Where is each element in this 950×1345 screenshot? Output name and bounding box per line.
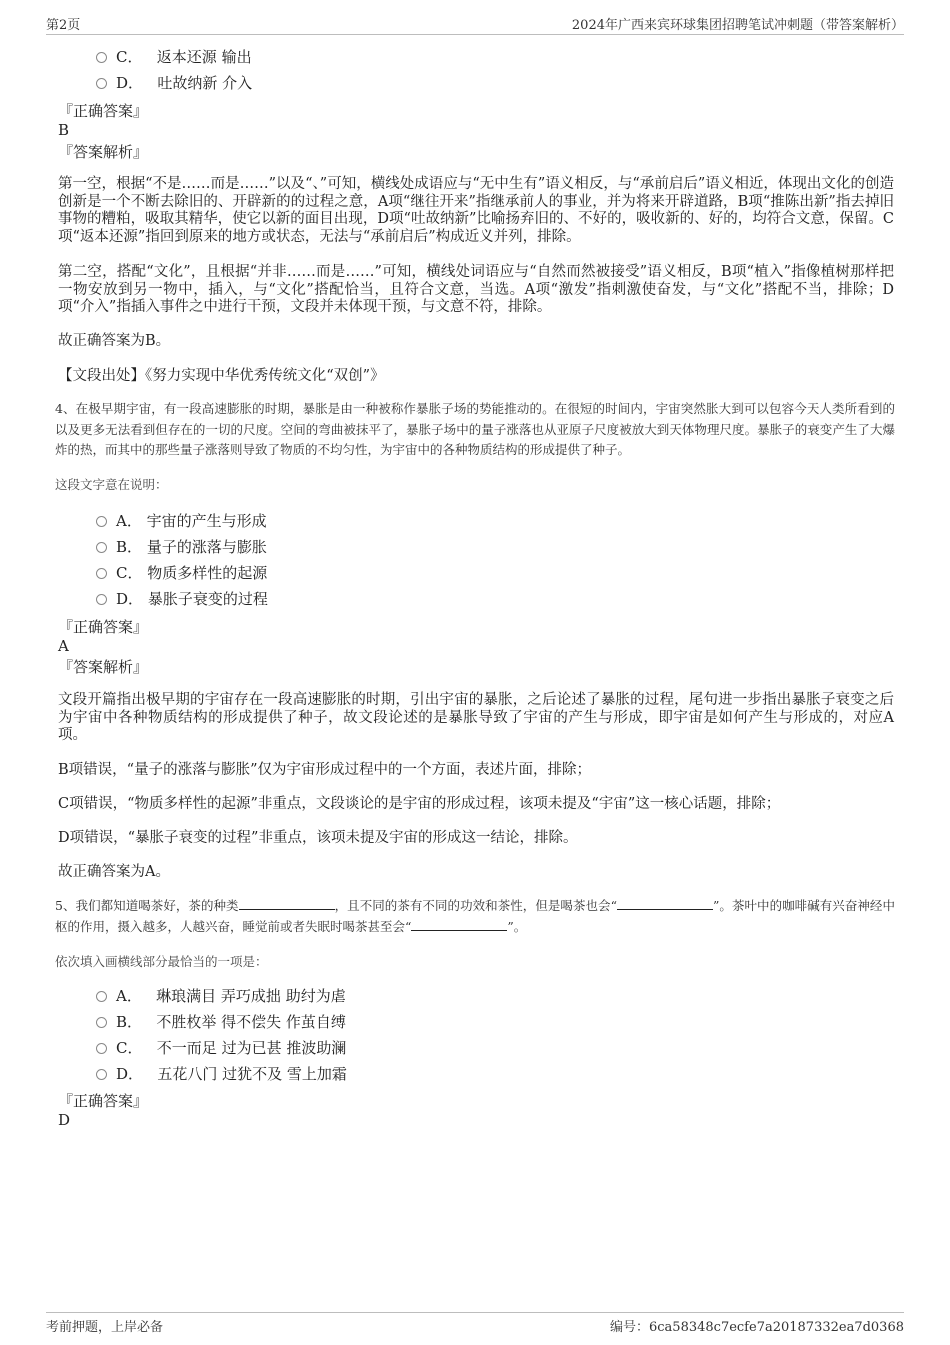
q4-prompt: 这段文字意在说明： [55,477,168,492]
document-code: 编号：6ca58348c7ecfe7a20187332ea7d0368 [610,1320,904,1335]
page-header [46,12,904,35]
q5-question: 5、我们都知道喝茶好，茶的种类 ，且不同的茶有不同的功效和茶性，但是喝茶也会“ ”。茶叶中的咖啡碱有兴奋神经中枢的作用，摄入越多，人越兴奋，睡觉前或者失眠时喝茶甚至会“ ”。 [55,898,895,934]
q5-option-d[interactable]: D． 五花八门 过犹不及 雪上加霜 [96,1064,347,1084]
radio-icon[interactable] [96,1069,107,1080]
q5-answer-label: 『正确答案』 [58,1092,149,1110]
blank-2 [617,897,713,910]
q4-answer: A [58,637,69,655]
blank-3 [411,918,507,931]
q3-answer: B [58,121,70,139]
q4-option-c[interactable]: C． 物质多样性的起源 [96,563,267,583]
q5-prompt: 依次填入画横线部分最恰当的一项是： [55,954,268,969]
q4-answer-label: 『正确答案』 [58,618,149,636]
radio-icon[interactable] [96,568,107,579]
q3-analysis-label: 『答案解析』 [58,143,149,161]
q4-option-b[interactable]: B． 量子的涨落与膨胀 [96,537,267,557]
q3-analysis-para-2: 第二空，搭配“文化”，且根据“并非……而是……”可知，横线处词语应与“自然而然被接受”语义相反，B项“植入”指像植树那样把一物安放到另一物中，插入，与“文化”搭配恰当，且符合文意，当选。A项“激发”指刺激使奋发，与“文化”搭配不当，排除；D项“介入”指插入事件之中进行干预，文段并未体现干预，与文意不符，排除。 [58,264,894,315]
footer-slogan: 考前押题，上岸必备 [46,1320,164,1335]
q5-answer: D [58,1111,71,1129]
radio-icon[interactable] [96,516,107,527]
document-title: 2024年广西来宾环球集团招聘笔试冲刺题（带答案解析） [571,18,904,33]
q3-conclusion: 故正确答案为B。 [58,333,171,349]
page-footer [46,1312,904,1337]
q4-analysis-label: 『答案解析』 [58,658,149,676]
radio-icon[interactable] [96,542,107,553]
q3-option-d[interactable]: D． 吐故纳新 介入 [96,73,252,93]
radio-icon[interactable] [96,1043,107,1054]
page-number: 第2页 [46,18,81,33]
q5-option-c[interactable]: C． 不一而足 过为已甚 推波助澜 [96,1038,346,1058]
blank-1 [239,897,335,910]
q3-analysis-para-1: 第一空，根据“不是……而是……”以及“、”可知，横线处成语应与“无中生有”语义相反，与“承前启后”语义相近，体现出文化的创造创新是一个不断去除旧的、开辟新的的过程之意，A项“继往开来”指继承前人的事业，并为将来开辟道路，B项“推陈出新”指去掉旧事物的糟粕，吸取其精华，使它以新的面目出现，D项“吐故纳新”比喻扬弃旧的、不好的，吸收新的、好的，均符合文意，保留。C项“返本还源”指回到原来的地方或状态，无法与“承前启后”构成近义并列，排除。 [58,176,894,245]
q3-answer-label: 『正确答案』 [58,102,149,120]
q4-analysis-para-1: 文段开篇指出极早期的宇宙存在一段高速膨胀的时期，引出宇宙的暴胀，之后论述了暴胀的过程，尾句进一步指出暴胀子衰变之后为宇宙中各种物质结构的形成提供了种子，故文段论述的是暴胀导致了宇宙的产生与形成，即宇宙是如何产生与形成的，对应A项。 [58,692,894,743]
q3-source: 【文段出处】《努力实现中华优秀传统文化“双创”》 [58,368,385,384]
q4-conclusion: 故正确答案为A。 [58,864,170,880]
radio-icon[interactable] [96,991,107,1002]
radio-icon[interactable] [96,78,107,89]
q4-option-a[interactable]: A． 宇宙的产生与形成 [96,511,267,531]
q4-analysis-para-4: D项错误，“暴胀子衰变的过程”非重点，该项未提及宇宙的形成这一结论，排除。 [58,830,578,846]
q4-analysis-para-3: C项错误，“物质多样性的起源”非重点，文段谈论的是宇宙的形成过程，该项未提及“宇宙”这一核心话题，排除； [58,796,781,812]
radio-icon[interactable] [96,594,107,605]
q4-analysis-para-2: B项错误，“量子的涨落与膨胀”仅为宇宙形成过程中的一个方面，表述片面，排除； [58,762,591,778]
radio-icon[interactable] [96,1017,107,1028]
q3-option-c[interactable]: C． 返本还源 输出 [96,47,252,67]
q4-option-d[interactable]: D． 暴胀子衰变的过程 [96,589,268,609]
q5-option-a[interactable]: A． 琳琅满目 弄巧成拙 助纣为虐 [96,986,346,1006]
q4-question: 4、在极早期宇宙，有一段高速膨胀的时期，暴胀是由一种被称作暴胀子场的势能推动的。在很短的时间内，宇宙突然胀大到可以包容今天人类所看到的以及更多无法看到但存在的一切的尺度。空间的弯曲被抹平了，暴胀子场中的量子涨落也从亚原子尺度被放大到天体物理尺度。暴胀子的衰变产生了大爆炸的热，而其中的那些量子涨落则导致了物质的不均匀性，为宇宙中的各种物质结构的形成提供了种子。 [55,401,895,457]
q5-option-b[interactable]: B． 不胜枚举 得不偿失 作茧自缚 [96,1012,346,1032]
radio-icon[interactable] [96,52,107,63]
